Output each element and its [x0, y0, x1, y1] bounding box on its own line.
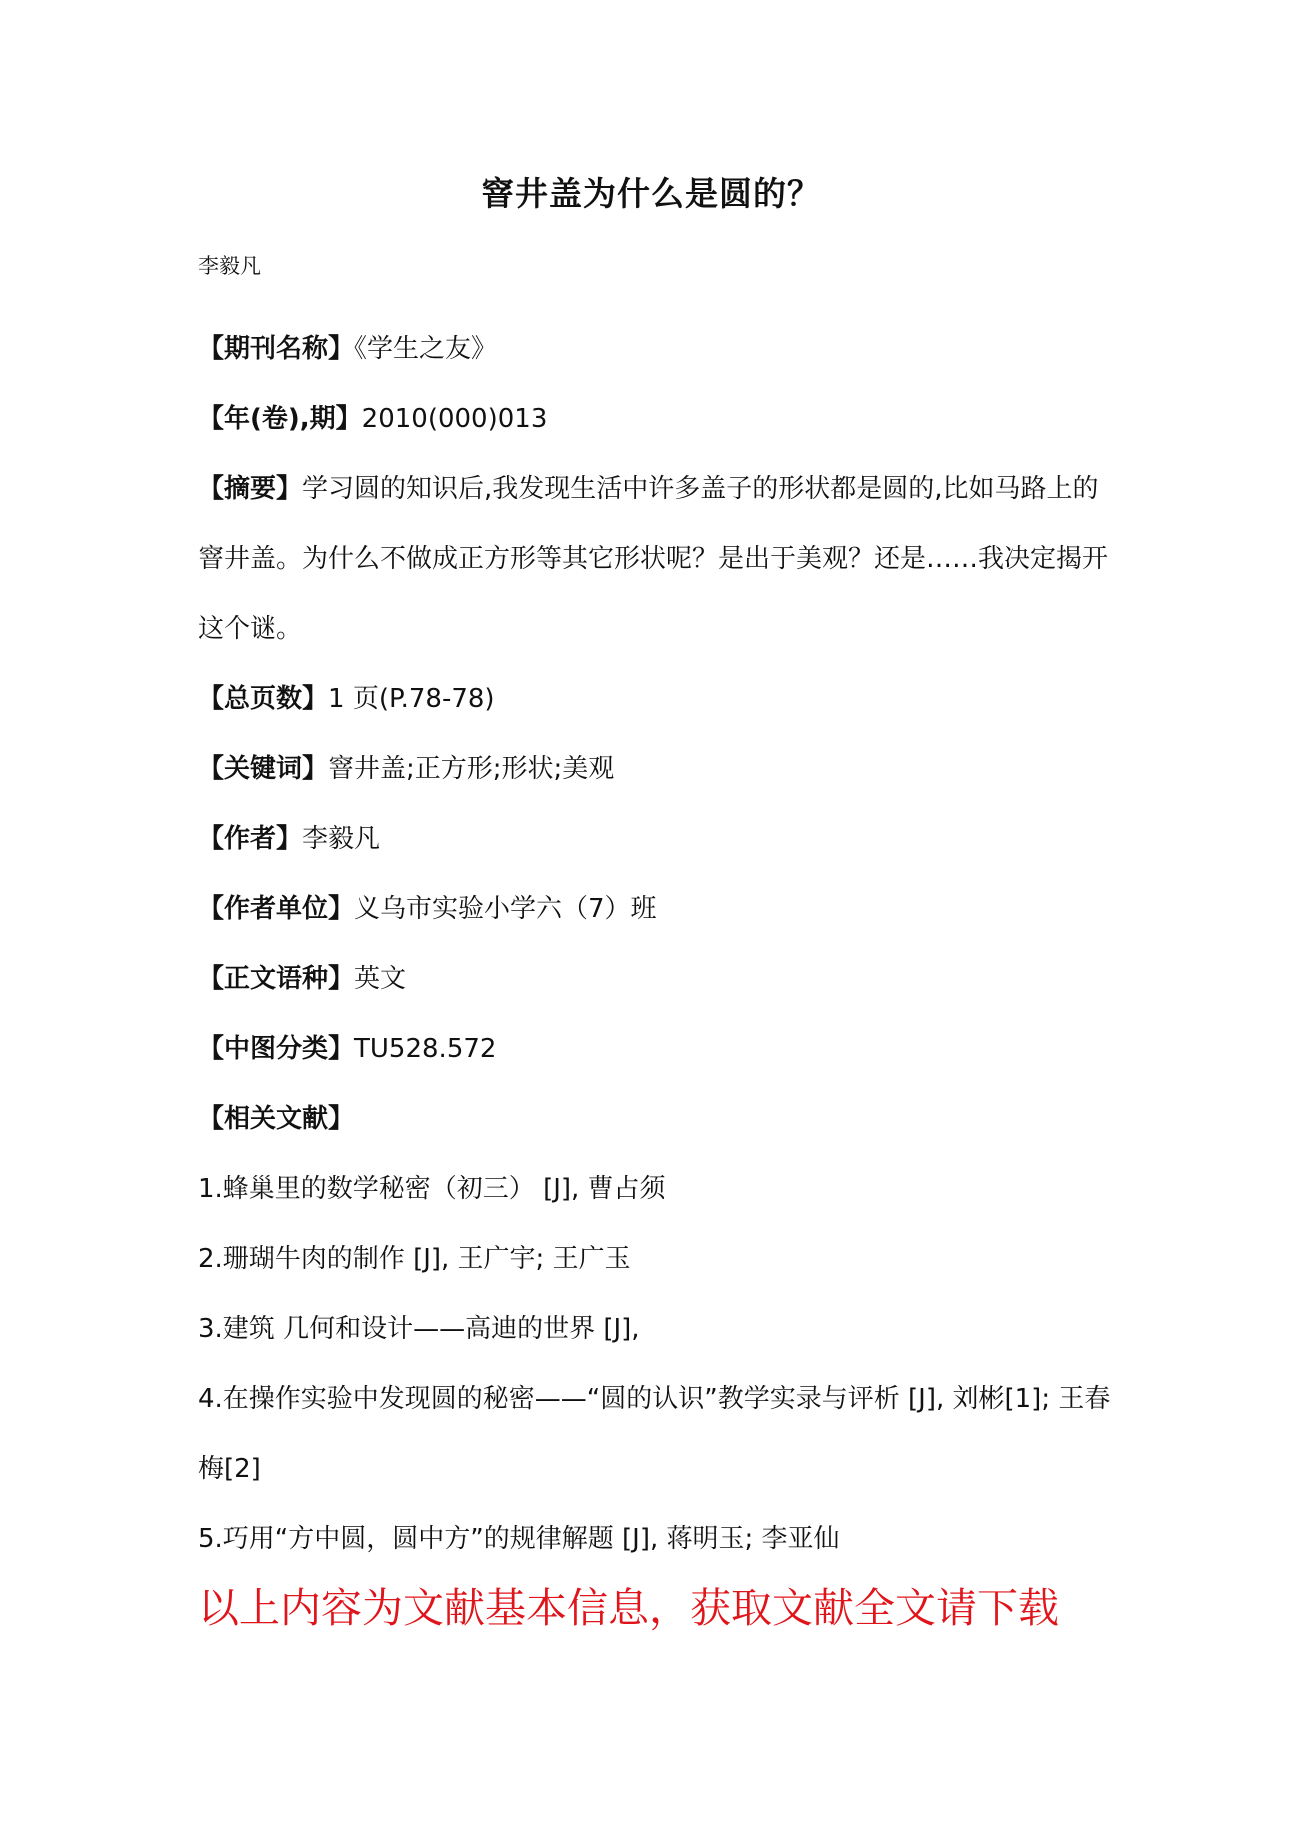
field-journal [198, 314, 1118, 384]
field-language [198, 944, 1118, 1014]
field-value: 1 页(P.78-78) [328, 684, 495, 714]
field-abstract [198, 454, 1118, 664]
field-label: 【期刊名称】 [198, 334, 355, 364]
field-affiliation [198, 874, 1118, 944]
field-value: 2010(000)013 [361, 404, 548, 434]
field-label: 【关键词】 [198, 754, 329, 784]
field-label: 【正文语种】 [198, 964, 355, 994]
field-label: 【总页数】 [198, 684, 329, 714]
field-label: 【中图分类】 [198, 1034, 355, 1064]
reference-item: 3.建筑 几何和设计——高迪的世界 [J], [198, 1314, 640, 1344]
reference-item: 4.在操作实验中发现圆的秘密——“圆的认识”教学实录与评析 [J], 刘彬[1]; 王春梅[2] [198, 1384, 1111, 1484]
field-page-count [198, 664, 1118, 734]
field-label: 【作者单位】 [198, 894, 355, 924]
field-value: 义乌市实验小学六（7）班 [354, 894, 657, 924]
download-notice: 以上内容为文献基本信息，获取文献全文请下载 [198, 1584, 1059, 1632]
field-author [198, 804, 1118, 874]
field-value: TU528.572 [354, 1034, 497, 1064]
reference-item: 1.蜂巢里的数学秘密（初三） [J], 曹占须 [198, 1174, 666, 1204]
field-year-issue [198, 384, 1118, 454]
reference-list [198, 1154, 1118, 1574]
reference-item: 5.巧用“方中圆，圆中方”的规律解题 [J], 蒋明玉; 李亚仙 [198, 1524, 840, 1554]
reference-item: 2.珊瑚牛肉的制作 [J], 王广宇; 王广玉 [198, 1244, 631, 1274]
field-value: 李毅凡 [302, 824, 381, 854]
related-heading [198, 1084, 1118, 1154]
author-line: 李毅凡 [198, 254, 261, 278]
field-value: 学习圆的知识后,我发现生活中许多盖子的形状都是圆的,比如马路上的窨井盖。为什么不做成正方形等其它形状呢？是出于美观？还是……我决定揭开这个谜。 [198, 474, 1109, 644]
related-label: 【相关文献】 [198, 1104, 355, 1134]
metadata-section [198, 314, 1118, 1574]
field-label: 【年(卷),期】 [198, 404, 362, 434]
field-label: 【摘要】 [198, 474, 303, 504]
field-classification [198, 1014, 1118, 1084]
field-value: 《学生之友》 [354, 334, 498, 364]
field-value: 窨井盖;正方形;形状;美观 [328, 754, 615, 784]
page-title: 窨井盖为什么是圆的？ [481, 174, 821, 213]
field-value: 英文 [354, 964, 407, 994]
field-label: 【作者】 [198, 824, 303, 854]
field-keywords [198, 734, 1118, 804]
